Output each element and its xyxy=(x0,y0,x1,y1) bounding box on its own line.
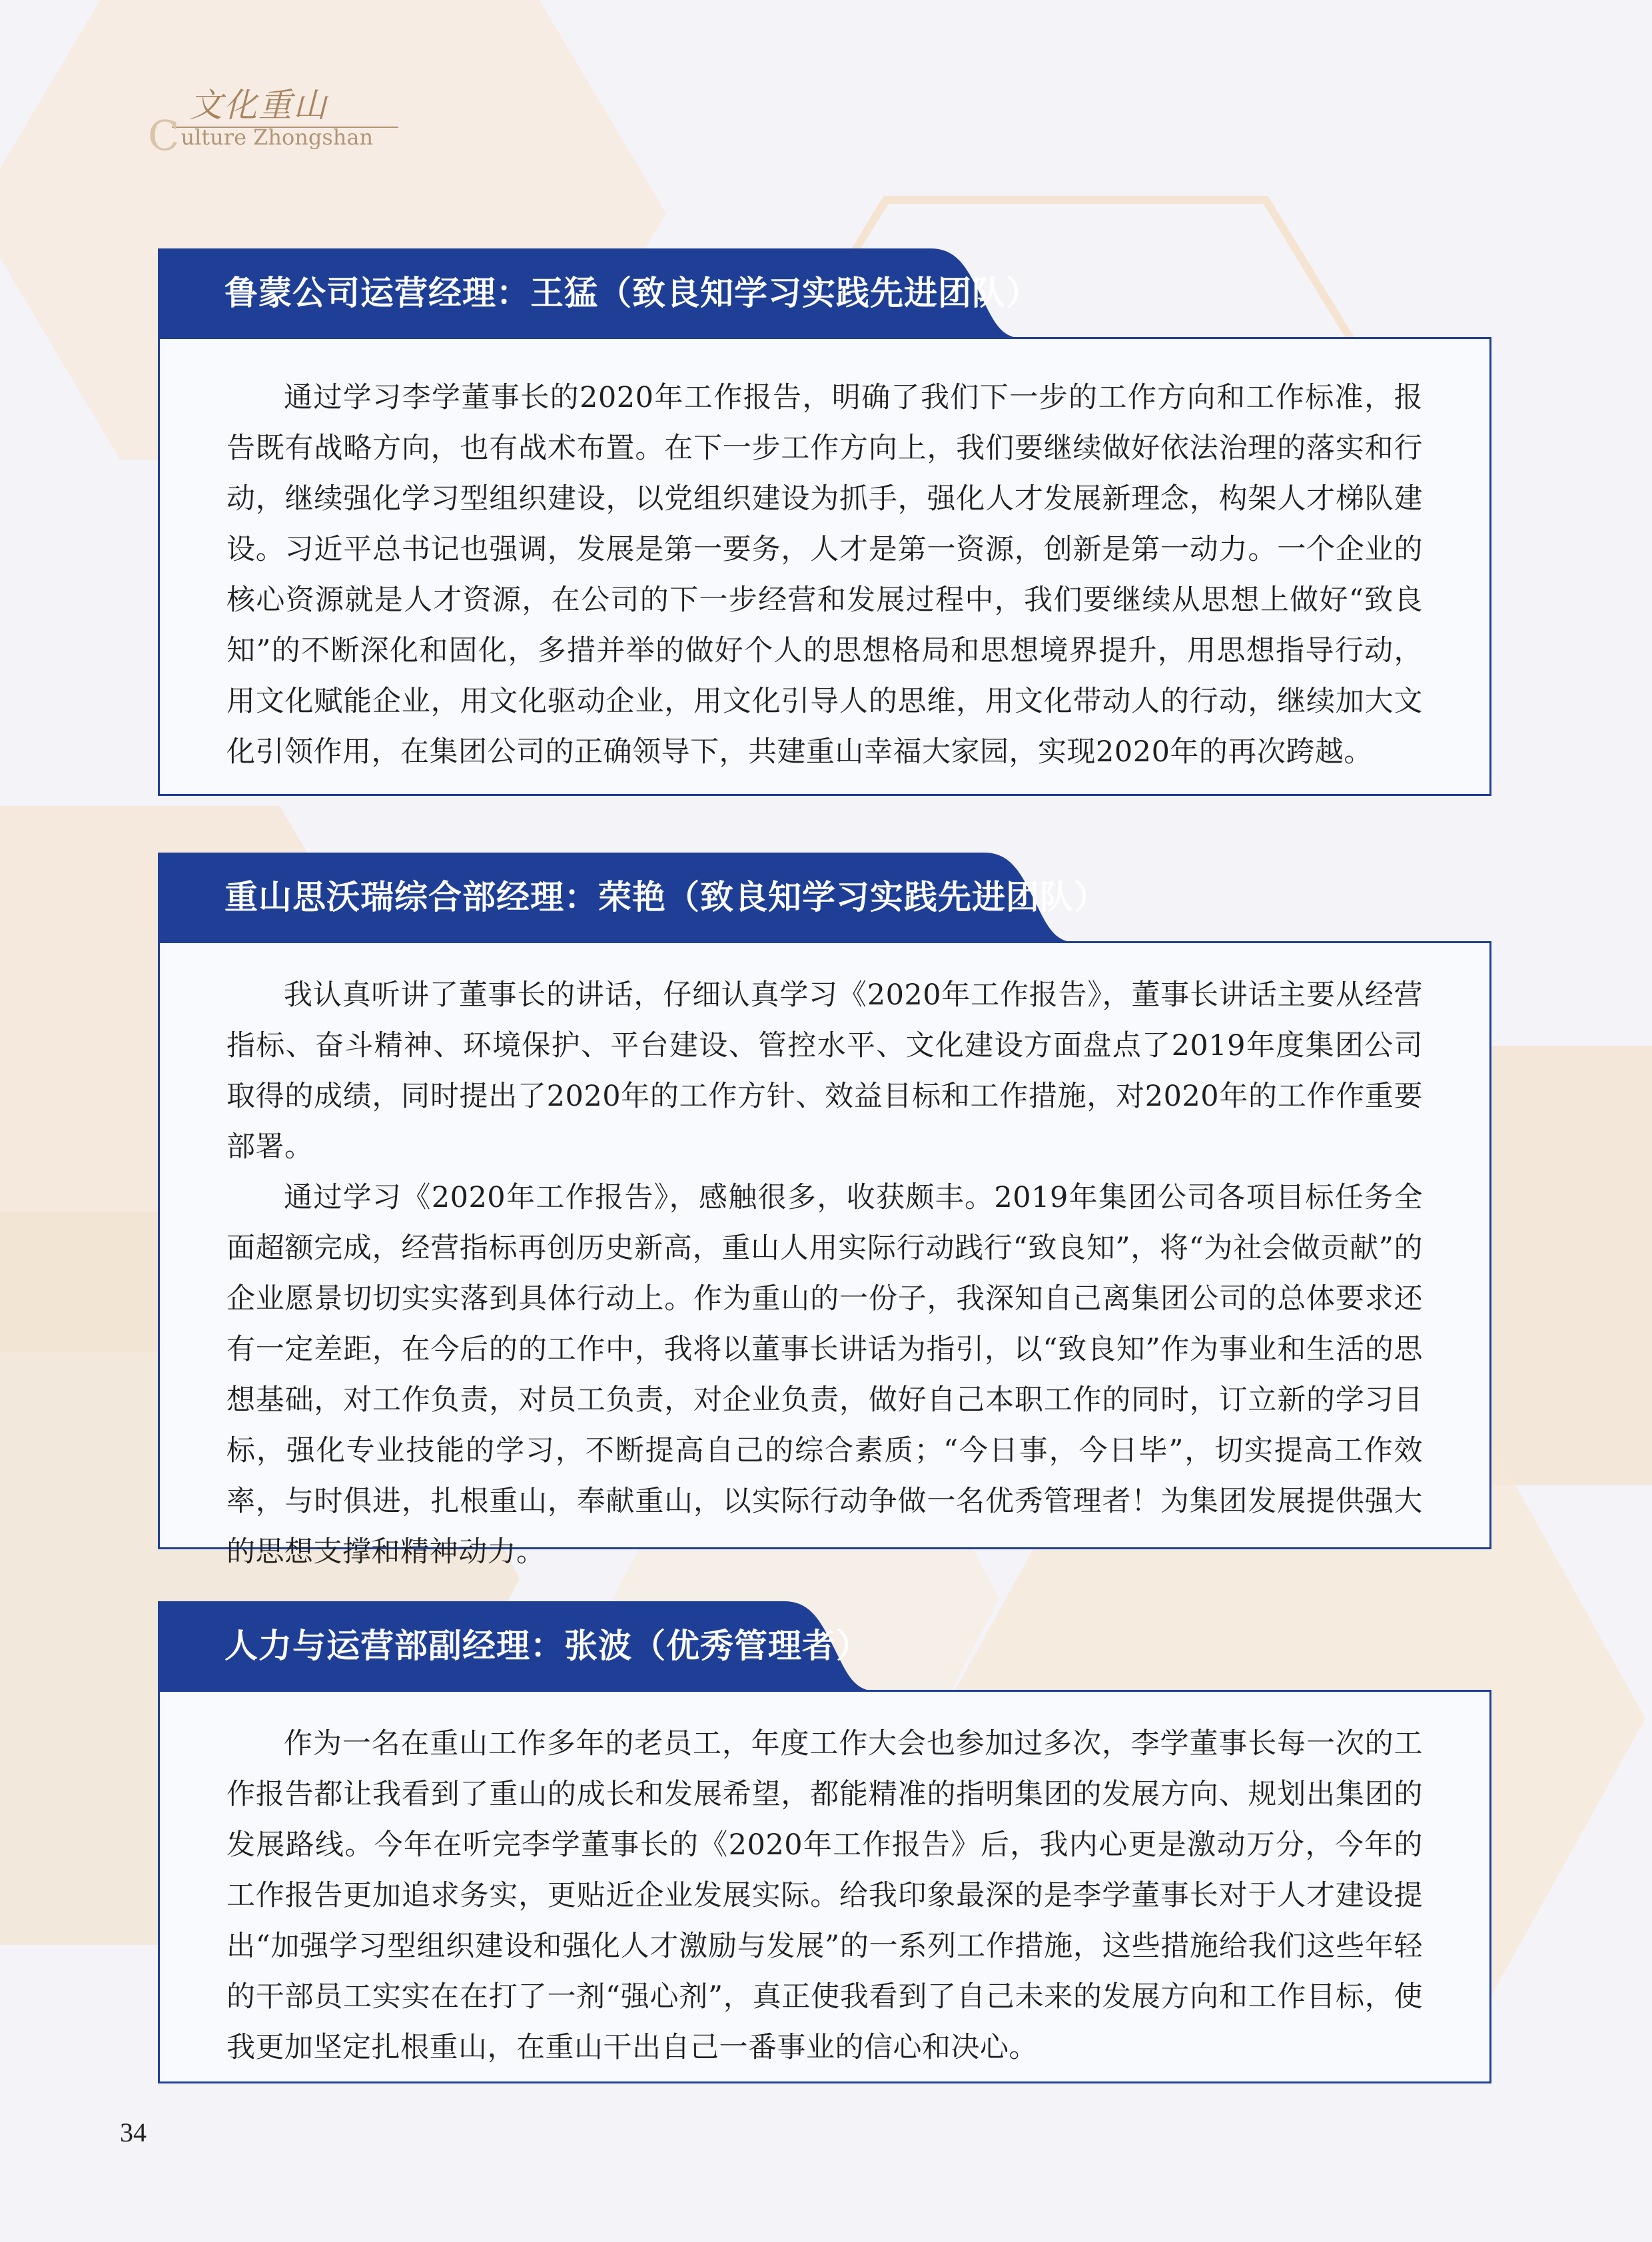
logo-chinese: 文化重山 xyxy=(189,86,328,125)
testimonial-box xyxy=(158,1690,1491,2083)
testimonial-section xyxy=(158,853,1494,1569)
section-title: 人力与运营部副经理：张波（优秀管理者） xyxy=(224,1627,870,1665)
section-title: 鲁蒙公司运营经理：王猛（致良知学习实践先进团队） xyxy=(224,274,1040,312)
section-title: 重山思沃瑞综合部经理：荣艳（致良知学习实践先进团队） xyxy=(224,878,1108,917)
testimonial-section xyxy=(158,1601,1494,2083)
brand-logo xyxy=(148,85,401,160)
paragraph: 通过学习《2020年工作报告》，感触很多，收获颇丰。2019年集团公司各项目标任务全面超额完成，经营指标再创历史新高，重山人用实际行动践行“致良知”，将“为社会做贡献”的企业愿景切切实实落到具体行动上。作为重山的一份子，我深知自己离集团公司的总体要求还有一定差距，在今后的的工作中，我将以董事长讲话为指引，以“致良知”作为事业和生活的思想基础，对工作负责，对员工负责，对企业负责，做好自己本职工作的同时，订立新的学习目标，强化专业技能的学习，不断提高自己的综合素质；“今日事，今日毕”，切实提高工作效率，与时俱进，扎根重山，奉献重山，以实际行动争做一名优秀管理者！为集团发展提供强大的思想支撑和精神动力。 xyxy=(226,1181,1423,1569)
section-title-tab xyxy=(158,853,1108,942)
testimonial-box xyxy=(158,941,1491,1569)
section-title-tab xyxy=(158,1601,877,1691)
paragraph: 作为一名在重山工作多年的老员工，年度工作大会也参加过多次，李学董事长每一次的工作报告都让我看到了重山的成长和发展希望，都能精准的指明集团的发展方向、规划出集团的发展路线。今年在听完李学董事长的《2020年工作报告》后，我内心更是激动万分，今年的工作报告更加追求务实，更贴近企业发展实际。给我印象最深的是李学董事长对于人才建设提出“加强学习型组织建设和强化人才激励与发展”的一系列工作措施，这些措施给我们这些年轻的干部员工实实在在打了一剂“强心剂”，真正使我看到了自己未来的发展方向和工作目标，使我更加坚定扎根重山，在重山干出自己一番事业的信心和决心。 xyxy=(226,1727,1423,2064)
testimonial-box xyxy=(158,337,1491,796)
logo-initial: C xyxy=(148,111,180,160)
section-title-tab xyxy=(158,248,1040,338)
logo-english xyxy=(148,111,374,160)
page-number: 34 xyxy=(120,2117,147,2147)
paragraph: 通过学习李学董事长的2020年工作报告，明确了我们下一步的工作方向和工作标准，报告既有战略方向，也有战术布置。在下一步工作方向上，我们要继续做好依法治理的落实和行动，继续强化学习型组织建设，以党组织建设为抓手，强化人才发展新理念，构架人才梯队建设。习近平总书记也强调，发展是第一要务，人才是第一资源，创新是第一动力。一个企业的核心资源就是人才资源，在公司的下一步经营和发展过程中，我们要继续从思想上做好“致良知”的不断深化和固化，多措并举的做好个人的思想格局和思想境界提升，用思想指导行动，用文化赋能企业，用文化驱动企业，用文化引导人的思维，用文化带动人的行动，继续加大文化引领作用，在集团公司的正确领导下，共建重山幸福大家园，实现2020年的再次跨越。 xyxy=(226,381,1423,769)
testimonial-section xyxy=(158,248,1494,796)
logo-english-rest: ulture Zhongshan xyxy=(181,125,374,150)
paragraph: 我认真听讲了董事长的讲话，仔细认真学习《2020年工作报告》，董事长讲话主要从经营指标、奋斗精神、环境保护、平台建设、管控水平、文化建设方面盘点了2019年度集团公司取得的成绩，同时提出了2020年的工作方针、效益目标和工作措施，对2020年的工作作重要部署。 xyxy=(226,978,1423,1164)
